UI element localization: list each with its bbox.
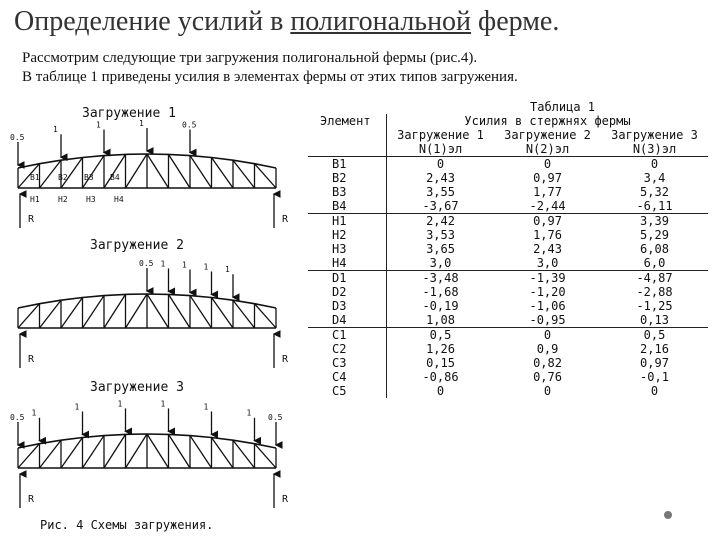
- load-value: 1: [182, 260, 187, 270]
- row-force-value: -1,39: [494, 271, 601, 286]
- row-force-value: -1,25: [636, 299, 673, 313]
- row-force-value: 6,08: [640, 242, 669, 256]
- row-force-value: -1,68: [422, 285, 459, 299]
- table-row: [308, 242, 708, 256]
- diagonal-member: [83, 436, 105, 468]
- diagonal-member: [169, 434, 191, 468]
- row-force-value: 5,32: [640, 185, 669, 199]
- row-element-label: C4: [308, 370, 387, 384]
- member-label: В4: [110, 173, 120, 182]
- row-force-value: 0,82: [533, 356, 562, 370]
- load-value: 1: [203, 262, 209, 272]
- table-row: [308, 299, 708, 313]
- member-label: Н4: [114, 195, 124, 204]
- load-2-title: Загружение 2: [90, 238, 184, 253]
- row-force-value: 1,77: [533, 185, 562, 199]
- diagonal-member: [212, 298, 234, 329]
- diagonal-member: [126, 294, 148, 328]
- title-text: Определение усилий в: [14, 6, 291, 37]
- reaction-label: R: [282, 494, 289, 505]
- diagonal-member: [169, 294, 191, 328]
- load-value: 0.5: [139, 259, 154, 268]
- row-force-value: -2,88: [636, 285, 673, 299]
- row-force-value: -3,48: [387, 271, 495, 286]
- reaction-label: R: [282, 214, 289, 225]
- table-row: [308, 256, 708, 271]
- diagonal-member: [147, 294, 169, 328]
- row-force-value: 3,39: [601, 214, 708, 229]
- load-value: 1: [225, 265, 230, 275]
- load-value: 0.5: [10, 133, 25, 142]
- row-element-label: C1: [308, 328, 387, 343]
- diagonal-member: [233, 440, 255, 468]
- row-force-value: -0,19: [422, 299, 459, 313]
- row-force-value: -0,95: [529, 313, 566, 327]
- col-header-element: Элемент: [308, 114, 387, 128]
- table-row: [308, 171, 708, 185]
- load-value: 1: [117, 399, 123, 409]
- load-1-title: Загружение 1: [82, 106, 176, 121]
- intro-line: В таблице 1 приведены усилия в элементах фермы от этих типов загружения.: [22, 69, 518, 85]
- row-element-label: В1: [308, 157, 387, 172]
- truss-loading-figure: [0, 98, 300, 540]
- col-header-group: Усилия в стержнях фермы: [464, 114, 631, 128]
- truss-load-1: [10, 119, 289, 228]
- table-row: [308, 384, 708, 398]
- table-row: [308, 328, 708, 343]
- table-row: [308, 214, 708, 229]
- row-force-value: 0,97: [640, 356, 669, 370]
- row-force-value: 2,43: [533, 242, 562, 256]
- diagonal-member: [233, 300, 255, 328]
- member-label: Н3: [86, 195, 96, 204]
- row-element-label: Н1: [308, 214, 387, 229]
- row-force-value: 2,43: [426, 171, 455, 185]
- row-element-label: В2: [308, 171, 387, 185]
- diagonal-member: [212, 438, 234, 469]
- row-element-label: D1: [308, 271, 387, 286]
- load-3-title: Загружение 3: [90, 380, 184, 395]
- diagonal-member: [61, 298, 83, 329]
- row-element-label: C2: [308, 342, 387, 356]
- table-row: [308, 313, 708, 328]
- diagonal-member: [104, 434, 126, 468]
- row-force-value: -3,67: [422, 199, 459, 213]
- title-text-end: ферме.: [471, 6, 560, 37]
- load-value: 1: [246, 408, 252, 418]
- diagonal-member: [126, 154, 148, 188]
- diagonal-member: [190, 156, 212, 188]
- member-label: В3: [84, 173, 94, 182]
- reaction-label: R: [28, 214, 35, 225]
- row-element-label: D3: [308, 299, 387, 313]
- reaction-label: R: [28, 494, 35, 505]
- row-force-value: -0,86: [422, 370, 459, 384]
- row-force-value: 0: [601, 157, 708, 172]
- diagonal-member: [40, 440, 62, 468]
- intro-paragraph: [22, 49, 518, 87]
- row-force-value: -1,06: [529, 299, 566, 313]
- diagonal-member: [147, 434, 169, 468]
- load-value: 1: [160, 399, 166, 409]
- diagonal-member: [233, 160, 255, 188]
- row-element-label: Н4: [308, 256, 387, 271]
- diagonal-member: [61, 438, 83, 469]
- row-force-value: 3,0: [429, 256, 452, 270]
- table-row: [308, 199, 708, 214]
- diagonal-member: [126, 434, 148, 468]
- diagonal-member: [104, 154, 126, 188]
- row-force-value: -0,1: [640, 370, 669, 384]
- load-value: 0.5: [182, 120, 197, 130]
- slide-dot-icon: [664, 511, 672, 519]
- n-label-2: N(2)эл: [525, 142, 570, 156]
- row-force-value: -4,87: [601, 271, 708, 286]
- intro-line: Рассмотрим следующие три загружения полигональной фермы (рис.4).: [22, 50, 478, 66]
- row-element-label: C3: [308, 356, 387, 370]
- row-force-value: 5,29: [640, 228, 669, 242]
- row-force-value: 0: [543, 384, 552, 398]
- row-force-value: 0: [436, 384, 445, 398]
- figure-caption: Рис. 4 Схемы загружения.: [40, 518, 214, 532]
- table-row: [308, 370, 708, 384]
- row-force-value: 3,0: [536, 256, 559, 270]
- member-label: Н1: [30, 195, 40, 204]
- diagonal-member: [212, 158, 234, 189]
- table-row: [308, 185, 708, 199]
- col-header-load2: Загружение 2: [504, 128, 591, 142]
- row-force-value: -6,11: [636, 199, 673, 213]
- col-header-load3: Загружение 3: [611, 128, 698, 142]
- row-force-value: 0: [494, 328, 601, 343]
- load-value: 1: [53, 125, 58, 135]
- row-element-label: Н2: [308, 228, 387, 242]
- row-force-value: 3,4: [643, 171, 666, 185]
- table-row: [308, 285, 708, 299]
- row-force-value: 1,26: [426, 342, 455, 356]
- diagonal-member: [83, 296, 105, 328]
- row-force-value: 0,5: [601, 328, 708, 343]
- row-force-value: 1,08: [426, 313, 455, 327]
- row-force-value: 3,65: [426, 242, 455, 256]
- truss-load-3: [10, 399, 289, 508]
- load-value: 0.5: [268, 413, 283, 422]
- row-element-label: В4: [308, 199, 387, 214]
- reaction-label: R: [28, 354, 35, 365]
- diagonal-member: [147, 154, 169, 188]
- row-force-value: 0: [650, 384, 659, 398]
- load-value: 1: [96, 120, 101, 130]
- row-force-value: 0,13: [640, 313, 669, 327]
- table-row: [308, 342, 708, 356]
- row-force-value: -2,44: [529, 199, 566, 213]
- n-label-1: N(1)эл: [418, 142, 463, 156]
- member-label: Н2: [58, 195, 68, 204]
- row-force-value: 0,76: [533, 370, 562, 384]
- row-element-label: В3: [308, 185, 387, 199]
- load-value: 0.5: [10, 413, 25, 422]
- table-row: [308, 271, 708, 286]
- diagonal-member: [190, 296, 212, 328]
- diagonal-member: [169, 154, 191, 188]
- table-body: [308, 157, 708, 399]
- row-element-label: Н3: [308, 242, 387, 256]
- row-force-value: 2,16: [640, 342, 669, 356]
- row-force-value: 0,97: [494, 214, 601, 229]
- row-force-value: 3,53: [426, 228, 455, 242]
- load-value: 1: [160, 259, 166, 269]
- table-row: [308, 228, 708, 242]
- table-row: [308, 157, 708, 172]
- title-underlined: полигональной: [290, 6, 472, 37]
- truss-load-2: [18, 259, 289, 368]
- row-force-value: 0,9: [536, 342, 559, 356]
- row-element-label: D4: [308, 313, 387, 328]
- table-row: [308, 356, 708, 370]
- reaction-label: R: [282, 354, 289, 365]
- row-force-value: 0,97: [533, 171, 562, 185]
- n-label-3: N(3)эл: [632, 142, 677, 156]
- row-force-value: 6,0: [643, 256, 666, 270]
- load-value: 1: [203, 402, 209, 412]
- load-value: 1: [139, 119, 144, 128]
- row-force-value: 3,55: [426, 185, 455, 199]
- row-force-value: 1,76: [533, 228, 562, 242]
- row-force-value: 0: [494, 157, 601, 172]
- forces-table-container: [300, 100, 720, 430]
- member-label: В1: [30, 173, 40, 182]
- diagonal-member: [104, 294, 126, 328]
- row-force-value: 0: [387, 157, 495, 172]
- row-force-value: 0,5: [387, 328, 495, 343]
- row-force-value: 2,42: [387, 214, 495, 229]
- table-caption: Таблица 1: [530, 100, 596, 114]
- row-force-value: 0,15: [426, 356, 455, 370]
- load-value: 1: [74, 402, 80, 412]
- load-value: 1: [31, 408, 37, 418]
- row-force-value: -1,20: [529, 285, 566, 299]
- diagonal-member: [83, 156, 105, 188]
- row-element-label: D2: [308, 285, 387, 299]
- member-label: В2: [58, 173, 68, 182]
- forces-table: [308, 114, 708, 398]
- col-header-load1: Загружение 1: [397, 128, 484, 142]
- diagonal-member: [190, 436, 212, 468]
- row-element-label: C5: [308, 384, 387, 398]
- truss-diagrams: [0, 98, 300, 540]
- page-title: [14, 6, 559, 38]
- diagonal-member: [40, 300, 62, 328]
